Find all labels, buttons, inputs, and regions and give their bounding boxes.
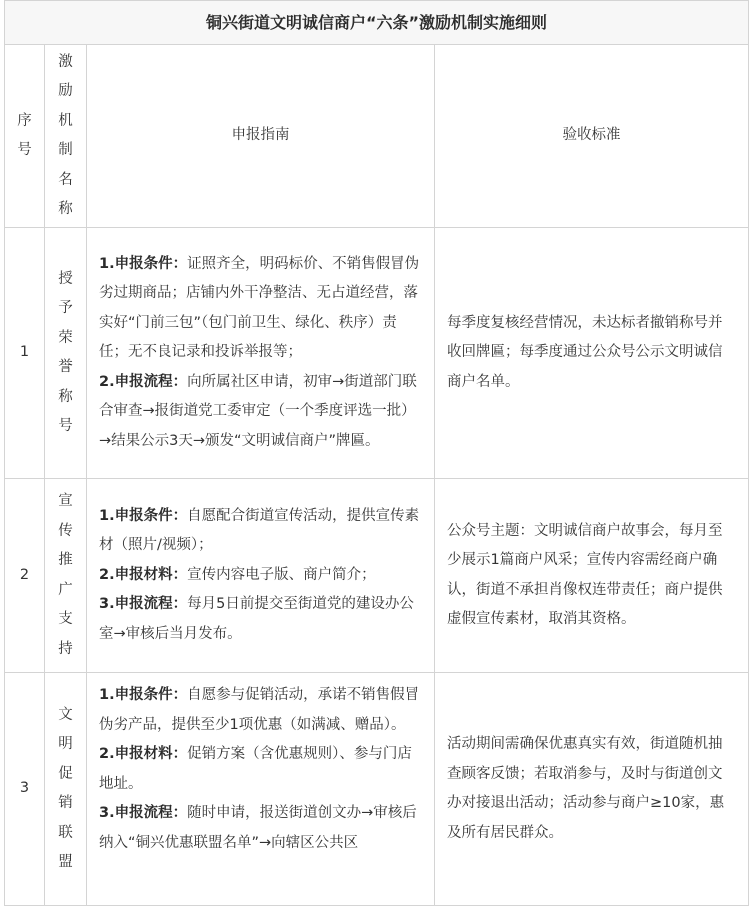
- row-guide: [87, 673, 435, 906]
- row-acceptance: 公众号主题：文明诚信商户故事会，每月至少展示1篇商户风采；宣传内容需经商户确认，街道不承担肖像权连带责任；商户提供虚假宣传素材，取消其资格。: [435, 479, 749, 673]
- row-acceptance: 每季度复核经营情况，未达标者撤销称号并收回牌匾；每季度通过公众号公示文明诚信商户名单。: [435, 228, 749, 479]
- table-row: [5, 228, 749, 479]
- incentive-table: [4, 0, 749, 906]
- row-name: 文明促销联盟: [45, 673, 87, 906]
- guide-item-text: 每月5日前提交至街道党的建设办公室→审核后当月发布。: [99, 596, 414, 642]
- guide-item-label: 2.申报材料：: [99, 566, 188, 583]
- guide-item-label: 1.申报条件：: [99, 255, 188, 272]
- table-title: 铜兴街道文明诚信商户“六条”激励机制实施细则: [5, 1, 749, 45]
- row-guide: [87, 479, 435, 673]
- guide-item-text: 促销方案（含优惠规则）、参与门店地址。: [99, 746, 412, 792]
- guide-item: [99, 681, 422, 740]
- guide-item-label: 1.申报条件：: [99, 687, 188, 703]
- guide-item-label: 2.申报流程：: [99, 373, 188, 390]
- guide-item-text: 随时申请，报送街道创文办→审核后纳入“铜兴优惠联盟名单”→向辖区公共区: [99, 805, 417, 851]
- guide-item-label: 1.申报条件：: [99, 507, 188, 524]
- guide-item-label: 3.申报流程：: [99, 596, 188, 613]
- row-acceptance: 活动期间需确保优惠真实有效，街道随机抽查顾客反馈；若取消参与，及时与街道创文办对接退出活动；活动参与商户≥10家，惠及所有居民群众。: [435, 673, 749, 906]
- guide-item: [99, 740, 422, 799]
- table-row: [5, 479, 749, 673]
- header-no: 序号: [5, 45, 45, 228]
- guide-item-text: 宣传内容电子版、商户简介；: [187, 566, 376, 583]
- guide-item-text: 自愿参与促销活动，承诺不销售假冒伪劣产品，提供至少1项优惠（如满减、赠品）。: [99, 687, 420, 733]
- guide-item: [99, 799, 422, 858]
- table-row: [5, 673, 749, 906]
- guide-item-text: 证照齐全，明码标价、不销售假冒伪劣过期商品；店铺内外干净整洁、无占道经营，落实好“门前三包”（包门前卫生、绿化、秩序）责任；无不良记录和投诉举报等；: [99, 255, 420, 361]
- row-no: 2: [5, 479, 45, 673]
- row-no: 3: [5, 673, 45, 906]
- header-guide: 申报指南: [87, 45, 435, 228]
- guide-item-text: 向所属社区申请，初审→街道部门联合审查→报街道党工委审定（一个季度评选一批）→结果公示3天→颁发“文明诚信商户”牌匾。: [99, 373, 417, 449]
- row-no: 1: [5, 228, 45, 479]
- guide-item: [99, 561, 422, 591]
- row-name: 宣传推广支持: [45, 479, 87, 673]
- guide-item: [99, 250, 422, 368]
- guide-item: [99, 502, 422, 561]
- header-acceptance: 验收标准: [435, 45, 749, 228]
- header-name: 激励机制名称: [45, 45, 87, 228]
- guide-item-label: 3.申报流程：: [99, 805, 188, 821]
- guide-item-text: 自愿配合街道宣传活动，提供宣传素材（照片/视频）；: [99, 507, 420, 554]
- row-name: 授予荣誉称号: [45, 228, 87, 479]
- guide-item: [99, 590, 422, 649]
- header-row: [5, 45, 749, 228]
- guide-item: [99, 368, 422, 457]
- guide-item-label: 2.申报材料：: [99, 746, 188, 762]
- row-guide: [87, 228, 435, 479]
